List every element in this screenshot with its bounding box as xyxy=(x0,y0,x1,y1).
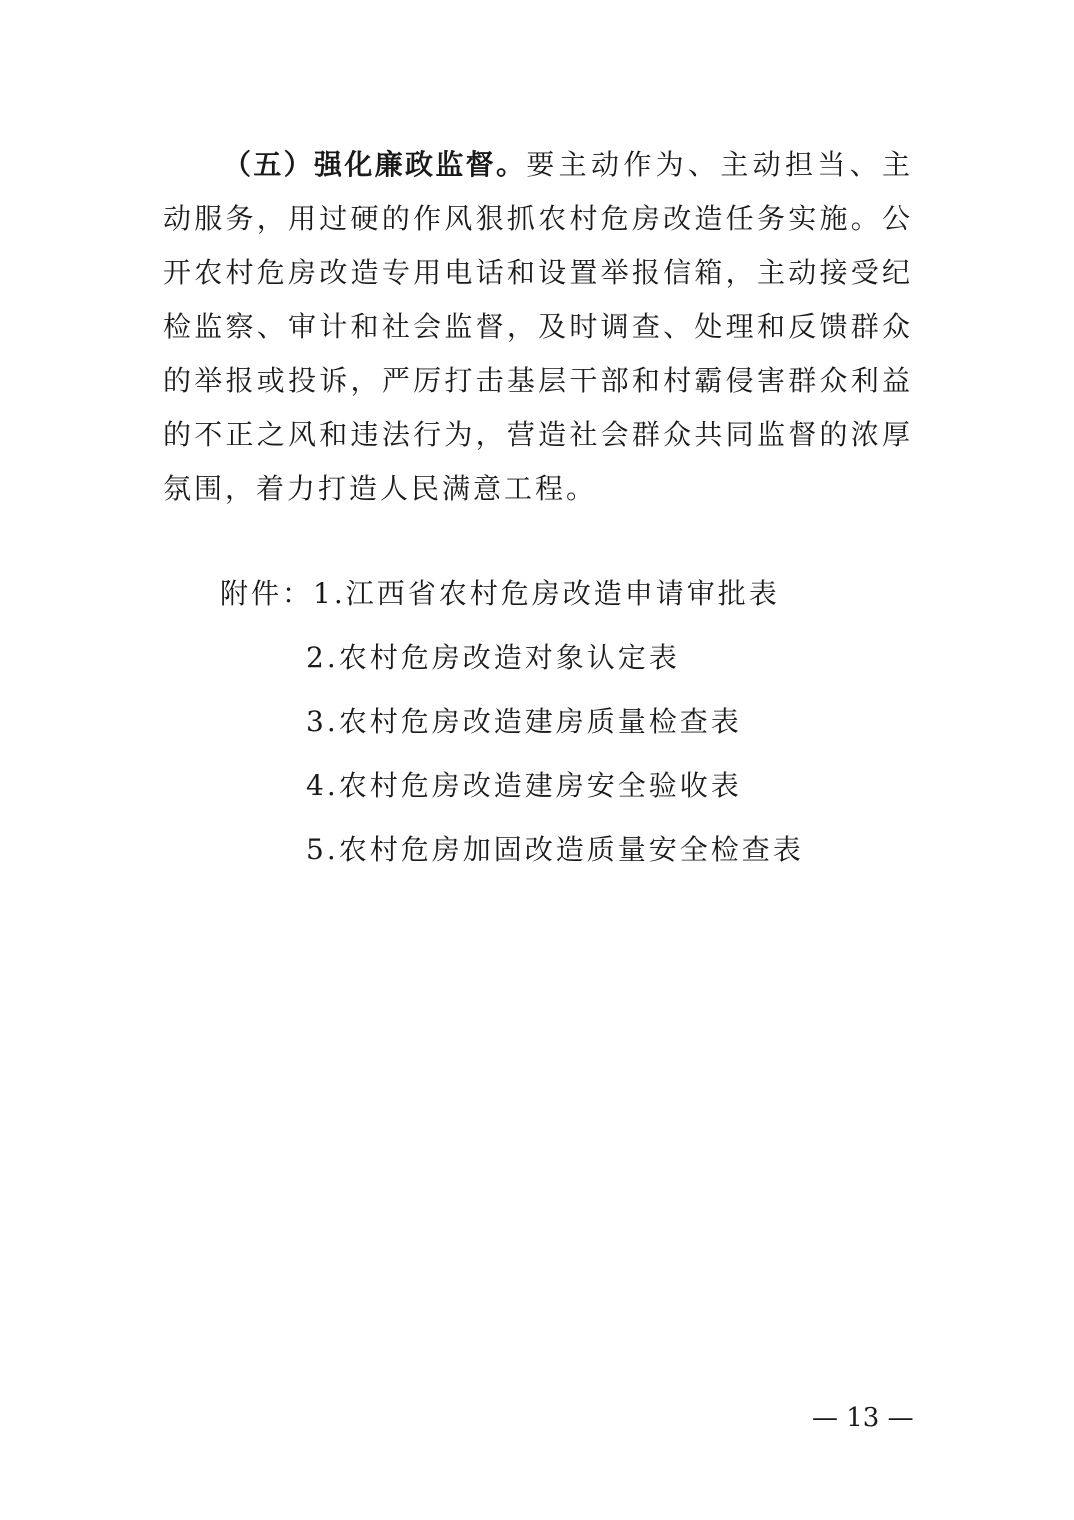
attachment-title: 江西省农村危房改造申请审批表 xyxy=(345,577,780,610)
section-five-paragraph xyxy=(163,138,913,516)
attachment-title: 农村危房改造建房安全验收表 xyxy=(338,769,742,802)
attachments-prefix: 附件： xyxy=(220,577,314,610)
attachment-number: 3. xyxy=(306,705,339,738)
attachment-title: 农村危房改造对象认定表 xyxy=(338,641,680,674)
attachment-item-5 xyxy=(220,824,920,888)
attachment-title: 农村危房改造建房质量检查表 xyxy=(338,705,742,738)
attachment-number: 2. xyxy=(306,641,339,674)
attachment-title: 农村危房加固改造质量安全检查表 xyxy=(338,833,804,866)
page-number-value: 13 xyxy=(846,1403,880,1433)
attachment-number: 1. xyxy=(313,577,346,610)
section-body: 要主动作为、主动担当、主动服务，用过硬的作风狠抓农村危房改造任务实施。公开农村危房改造专用电话和设置举报信箱，主动接受纪检监察、审计和社会监督，及时调查、处理和反馈群众的举报或投诉，严厉打击基层干部和村霸侵害群众利益的不正之风和违法行为，营造社会群众共同监督的浓厚氛围，着力打造人民满意工程。 xyxy=(163,148,913,505)
attachment-number: 5. xyxy=(306,833,339,866)
attachment-item-4 xyxy=(220,760,920,824)
attachment-item-1 xyxy=(220,568,920,632)
attachment-item-2 xyxy=(220,632,920,696)
page-number-dash-right: — xyxy=(887,1403,914,1433)
page-number xyxy=(812,1400,922,1436)
page-number-dash-left: — xyxy=(812,1403,838,1433)
attachments-list xyxy=(220,568,920,888)
attachment-number: 4. xyxy=(306,769,339,802)
section-heading: （五）强化廉政监督。 xyxy=(223,148,527,181)
attachment-item-3 xyxy=(220,696,920,760)
